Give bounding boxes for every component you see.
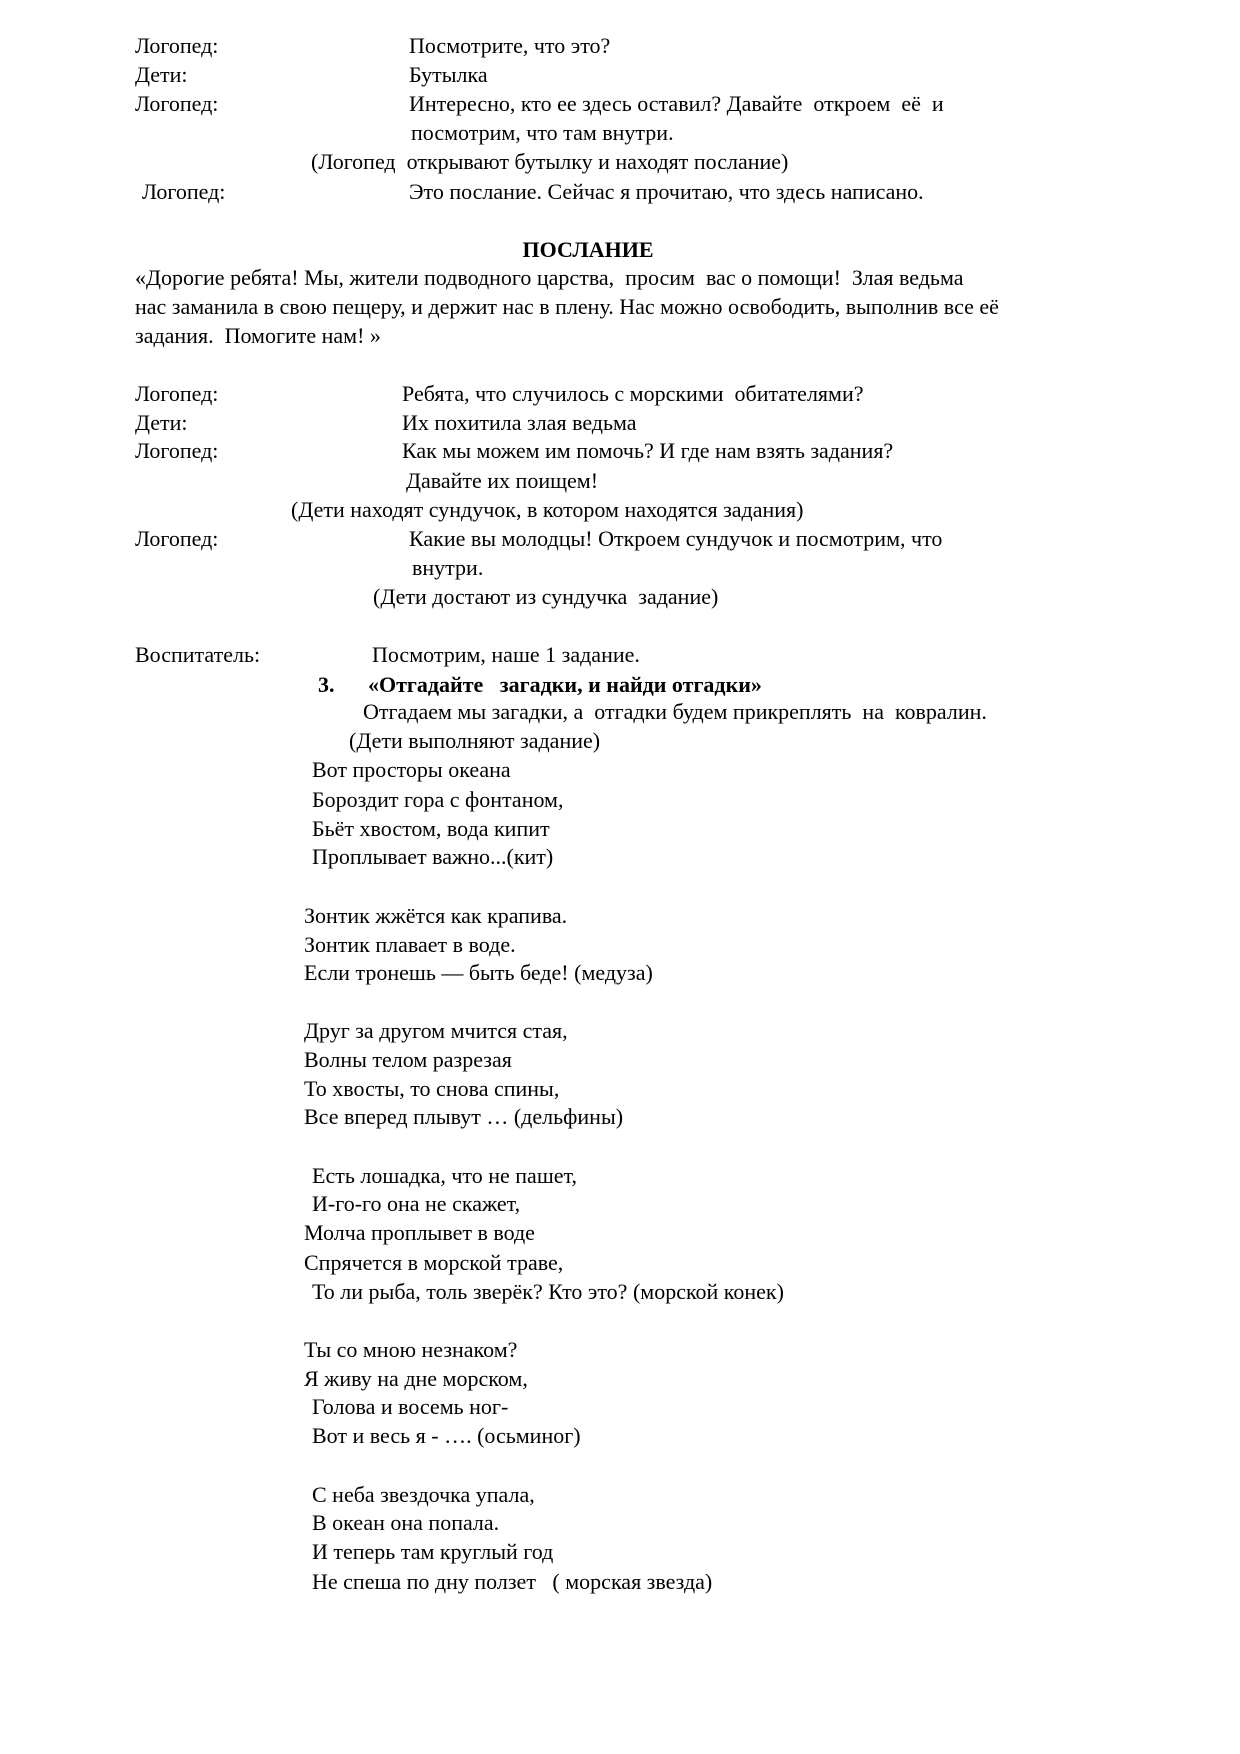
speaker: Дети:	[135, 62, 188, 87]
line: Бутылка	[409, 62, 488, 87]
riddle-line: Проплывает важно...(кит)	[312, 844, 554, 869]
speaker: Логопед:	[135, 438, 219, 463]
line: Это послание. Сейчас я прочитаю, что здесь написано.	[409, 179, 924, 204]
riddle-line: Есть лошадка, что не пашет,	[312, 1163, 577, 1188]
riddle-line: Спрячется в морской траве,	[304, 1250, 564, 1275]
stage-direction: (Дети находят сундучок, в котором находятся задания)	[291, 497, 804, 522]
line: Как мы можем им помочь? И где нам взять задания?	[402, 438, 894, 463]
speaker: Логопед:	[135, 526, 219, 551]
speaker: Логопед:	[135, 381, 219, 406]
riddle-line: Ты со мною незнаком?	[304, 1337, 518, 1362]
riddle-line: Зонтик жжётся как крапива.	[304, 903, 568, 928]
speaker: Логопед:	[135, 91, 219, 116]
speaker: Воспитатель:	[135, 642, 261, 667]
riddle-line: Я живу на дне морском,	[304, 1366, 528, 1391]
task-intro: Отгадаем мы загадки, а отгадки будем прикреплять на ковралин.	[363, 699, 987, 724]
riddle-line: Вот и весь я - …. (осьминог)	[312, 1423, 581, 1448]
line: Какие вы молодцы! Откроем сундучок и посмотрим, что	[409, 526, 943, 551]
line: Давайте их поищем!	[406, 468, 599, 493]
riddle-line: Бьёт хвостом, вода кипит	[312, 816, 550, 841]
stage-direction: (Логопед открывают бутылку и находят послание)	[311, 149, 789, 174]
stage-direction: (Дети выполняют задание)	[349, 728, 601, 753]
riddle-line: Голова и восемь ног-	[312, 1394, 509, 1419]
line: посмотрим, что там внутри.	[411, 120, 674, 145]
riddle-line: Зонтик плавает в воде.	[304, 932, 516, 957]
riddle-line: Не спеша по дну ползет ( морская звезда)	[312, 1569, 713, 1594]
riddle-line: И-го-го она не скажет,	[312, 1191, 521, 1216]
riddle-line: В океан она попала.	[312, 1510, 500, 1535]
riddle-line: Все вперед плывут … (дельфины)	[304, 1104, 624, 1129]
riddle-line: Если тронешь — быть беде! (медуза)	[304, 960, 653, 985]
stage-direction: (Дети достают из сундучка задание)	[373, 584, 719, 609]
message-line: задания. Помогите нам! »	[135, 323, 381, 348]
message-line: нас заманила в свою пещеру, и держит нас в плену. Нас можно освободить, выполнив все её	[135, 294, 999, 319]
riddle-line: Вот просторы океана	[312, 757, 511, 782]
riddle-line: С неба звездочка упала,	[312, 1482, 535, 1507]
task-number: 3.	[318, 672, 335, 697]
line: Их похитила злая ведьма	[402, 410, 637, 435]
line: Посмотрите, что это?	[409, 33, 611, 58]
speaker: Логопед:	[142, 179, 226, 204]
line: внутри.	[412, 555, 484, 580]
riddle-line: Бороздит гора с фонтаном,	[312, 787, 564, 812]
task-title: «Отгадайте загадки, и найди отгадки»	[368, 672, 762, 697]
line: Посмотрим, наше 1 задание.	[372, 642, 640, 667]
riddle-line: То хвосты, то снова спины,	[304, 1076, 560, 1101]
speaker: Логопед:	[135, 33, 219, 58]
line: Ребята, что случилось с морскими обитателями?	[402, 381, 864, 406]
riddle-line: Друг за другом мчится стая,	[304, 1018, 568, 1043]
speaker: Дети:	[135, 410, 188, 435]
message-title: ПОСЛАНИЕ	[522, 237, 654, 262]
riddle-line: То ли рыба, толь зверёк? Кто это? (морской конек)	[312, 1279, 784, 1304]
riddle-line: Молча проплывет в воде	[304, 1220, 535, 1245]
riddle-line: Волны телом разрезая	[304, 1047, 512, 1072]
riddle-line: И теперь там круглый год	[312, 1539, 554, 1564]
message-line: «Дорогие ребята! Мы, жители подводного царства, просим вас о помощи! Злая ведьма	[135, 265, 964, 290]
line: Интересно, кто ее здесь оставил? Давайте откроем её и	[409, 91, 944, 116]
